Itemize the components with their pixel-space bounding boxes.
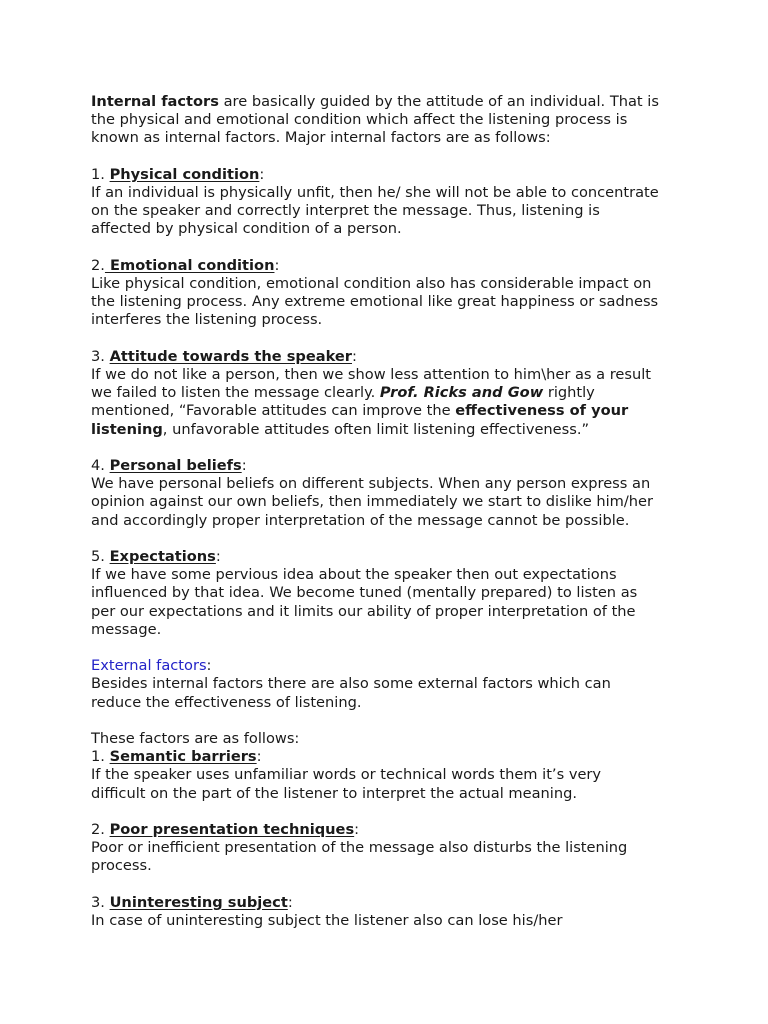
factor-heading: 3. Attitude towards the speaker: [91, 347, 357, 365]
factor-text-line: If we have some pervious idea about the speaker then out expectations [91, 566, 617, 584]
intro-line-1: are basically guided by the attitude of an individual. That is [218, 93, 659, 110]
factor-title: Physical condition [109, 165, 260, 183]
factor-text-line: If the speaker uses unfamiliar words or technical words them it’s very [91, 766, 602, 784]
factor-heading: 2. Emotional condition: [91, 256, 280, 274]
factor-text-line: opinion against our own beliefs, then immediately we start to dislike him/her [91, 493, 654, 511]
factor-text-line: Poor or inefficient presentation of the message also disturbs the listening [91, 839, 628, 857]
intro-lead: Internal factors [91, 93, 219, 110]
factor-text-line: affected by physical condition of a person. [91, 220, 402, 238]
factor-text-line: influenced by that idea. We become tuned (mentally prepared) to listen as [91, 584, 638, 602]
factor-text-line: message. [91, 620, 162, 638]
external-intro-line: These factors are as follows: [91, 730, 300, 747]
factor-title: Personal beliefs [109, 457, 242, 474]
external-heading-text: External factors [91, 657, 207, 675]
factor-title: Attitude towards the speaker [109, 347, 352, 365]
quote-author: Prof. Ricks and Gow [379, 384, 544, 402]
intro-line-2: the physical and emotional condition which affect the listening process is [91, 111, 628, 129]
factor-text-line: In case of uninteresting subject the listener also can lose his/her [91, 912, 563, 929]
factor-heading: 1. Physical condition: [91, 165, 265, 183]
factor-text-line: mentioned, “Favorable attitudes can improve the effectiveness of your [91, 402, 629, 420]
internal-factor-emotional [91, 257, 691, 330]
external-text-line: Besides internal factors there are also some external factors which can [91, 675, 611, 693]
factor-title: Uninteresting subject [109, 893, 288, 911]
factor-text-line: If an individual is physically unfit, then he/ she will not be able to concentrate [91, 184, 659, 201]
factor-text-line: If we do not like a person, then we show less attention to him\her as a result [91, 366, 652, 383]
factor-heading: 3. Uninteresting subject: [91, 893, 293, 911]
factor-heading: 2. Poor presentation techniques: [91, 821, 360, 838]
factor-heading: 5. Expectations: [91, 548, 221, 565]
factor-text-line: Like physical condition, emotional condition also has considerable impact on [91, 275, 652, 292]
internal-factor-expectations [91, 548, 691, 639]
external-heading: External factors: [91, 657, 212, 675]
factor-text-line: process. [91, 857, 152, 875]
external-factor-uninteresting [91, 894, 691, 930]
document-page [91, 93, 691, 948]
factor-text-line: We have personal beliefs on different subjects. When any person express an [91, 475, 651, 493]
factor-text-line: and accordingly proper interpretation of the message cannot be possible. [91, 511, 630, 529]
factor-title: Expectations [109, 548, 216, 565]
factor-text-line: difficult on the part of the listener to interpret the actual meaning. [91, 784, 577, 802]
factor-text-line: interferes the listening process. [91, 311, 323, 329]
factor-title: Emotional condition [104, 256, 275, 274]
factor-text-line: on the speaker and correctly interpret the message. Thus, listening is [91, 202, 600, 220]
factor-title: Poor presentation techniques [109, 821, 355, 838]
factor-heading: 1. Semantic barriers: [91, 748, 262, 766]
external-text-line: reduce the effectiveness of listening. [91, 693, 362, 711]
external-intro [91, 730, 691, 748]
factor-text-line: the listening process. Any extreme emotional like great happiness or sadness [91, 293, 659, 311]
intro-line-3: known as internal factors. Major internal factors are as follows: [91, 129, 551, 147]
factor-text-line: we failed to listen the message clearly. Prof. Ricks and Gow rightly [91, 384, 595, 402]
external-factors-section [91, 657, 691, 712]
intro-paragraph [91, 93, 691, 148]
internal-factor-attitude [91, 348, 691, 439]
external-factor-presentation [91, 821, 691, 876]
factor-text-line: listening, unfavorable attitudes often limit listening effectiveness.” [91, 420, 590, 438]
internal-factor-beliefs [91, 457, 691, 530]
factor-title: Semantic barriers [109, 748, 257, 766]
factor-text-line: per our expectations and it limits our ability of proper interpretation of the [91, 602, 636, 620]
internal-factor-physical [91, 166, 691, 239]
factor-heading: 4. Personal beliefs: [91, 457, 247, 474]
external-factor-semantic [91, 748, 691, 803]
